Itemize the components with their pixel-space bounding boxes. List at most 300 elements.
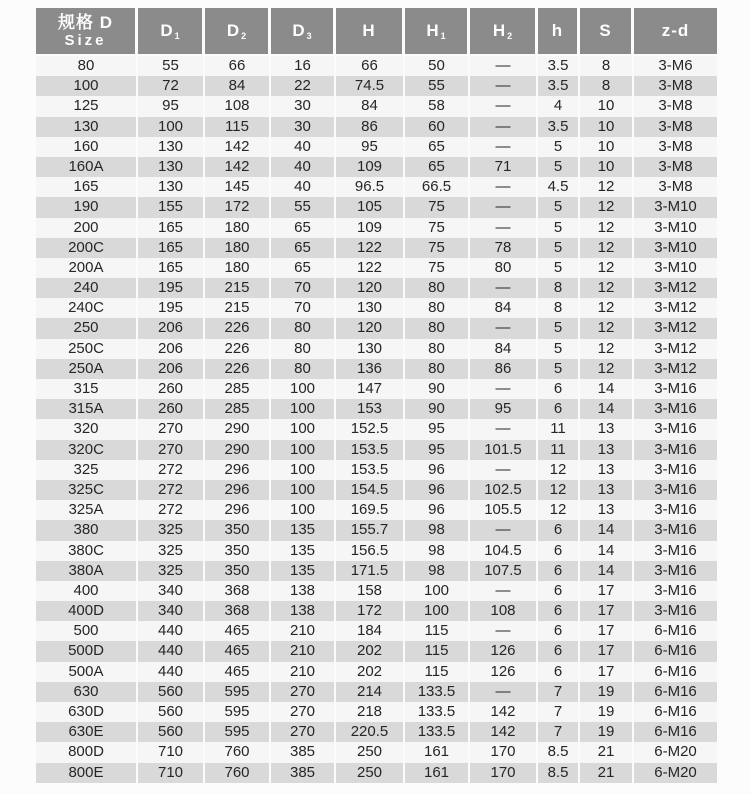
- table-cell: 40: [271, 157, 336, 177]
- table-cell: 172: [205, 197, 271, 217]
- table-cell: 710: [138, 763, 205, 783]
- table-cell: 220.5: [336, 722, 405, 742]
- row-size-cell: 190: [36, 197, 138, 217]
- table-cell: 270: [271, 722, 336, 742]
- table-row: [36, 440, 717, 460]
- table-cell: 100: [271, 440, 336, 460]
- table-row: [36, 541, 717, 561]
- table-row: [36, 460, 717, 480]
- table-cell: 3-M16: [634, 460, 717, 480]
- table-row: [36, 702, 717, 722]
- table-cell: 3-M16: [634, 541, 717, 561]
- table-cell: 130: [138, 177, 205, 197]
- row-size-cell: 630D: [36, 702, 138, 722]
- table-cell: 3-M16: [634, 379, 717, 399]
- table-cell: 142: [470, 722, 538, 742]
- table-cell: 385: [271, 763, 336, 783]
- table-cell: 350: [205, 520, 271, 540]
- table-cell: 260: [138, 379, 205, 399]
- table-cell: 13: [580, 419, 634, 439]
- table-cell: 440: [138, 621, 205, 641]
- table-cell: 180: [205, 258, 271, 278]
- table-cell: 98: [405, 541, 470, 561]
- table-cell: 760: [205, 742, 271, 762]
- table-cell: 11: [538, 440, 580, 460]
- table-cell: 109: [336, 218, 405, 238]
- table-cell: 368: [205, 601, 271, 621]
- table-cell: 226: [205, 359, 271, 379]
- table-cell: 84: [205, 76, 271, 96]
- table-cell: 12: [580, 359, 634, 379]
- table-row: [36, 359, 717, 379]
- table-cell: 74.5: [336, 76, 405, 96]
- table-cell: 105.5: [470, 500, 538, 520]
- row-size-cell: 80: [36, 56, 138, 76]
- table-row: [36, 379, 717, 399]
- table-cell: 12: [580, 339, 634, 359]
- row-size-cell: 315: [36, 379, 138, 399]
- table-row: [36, 581, 717, 601]
- table-cell: 30: [271, 96, 336, 116]
- table-cell: 17: [580, 601, 634, 621]
- table-cell: 8.5: [538, 763, 580, 783]
- row-size-cell: 800E: [36, 763, 138, 783]
- table-cell: 3.5: [538, 76, 580, 96]
- table-cell: 6: [538, 399, 580, 419]
- table-cell: 8: [538, 278, 580, 298]
- table-cell: 3-M16: [634, 419, 717, 439]
- row-size-cell: 630: [36, 682, 138, 702]
- table-cell: 12: [580, 218, 634, 238]
- table-row: [36, 117, 717, 137]
- table-cell: 3-M10: [634, 218, 717, 238]
- table-cell: 7: [538, 682, 580, 702]
- table-cell: 136: [336, 359, 405, 379]
- table-cell: 19: [580, 702, 634, 722]
- header-label: S: [599, 21, 612, 41]
- row-size-cell: 325A: [36, 500, 138, 520]
- table-cell: —: [470, 520, 538, 540]
- table-cell: 130: [336, 339, 405, 359]
- table-cell: 3-M8: [634, 117, 717, 137]
- row-size-cell: 250A: [36, 359, 138, 379]
- table-cell: 66: [336, 56, 405, 76]
- table-cell: 171.5: [336, 561, 405, 581]
- table-cell: 80: [405, 359, 470, 379]
- table-cell: 156.5: [336, 541, 405, 561]
- table-cell: 3-M6: [634, 56, 717, 76]
- table-cell: 465: [205, 641, 271, 661]
- table-cell: 184: [336, 621, 405, 641]
- row-size-cell: 800D: [36, 742, 138, 762]
- table-cell: 206: [138, 359, 205, 379]
- table-cell: 66.5: [405, 177, 470, 197]
- table-cell: 6: [538, 662, 580, 682]
- table-cell: 8: [538, 298, 580, 318]
- table-row: [36, 278, 717, 298]
- table-cell: 161: [405, 763, 470, 783]
- header-label: $D_1$: [160, 21, 181, 42]
- table-cell: 296: [205, 480, 271, 500]
- table-cell: 40: [271, 137, 336, 157]
- table-cell: 142: [205, 137, 271, 157]
- table-cell: 3.5: [538, 56, 580, 76]
- table-cell: 71: [470, 157, 538, 177]
- table-cell: 325: [138, 541, 205, 561]
- row-size-cell: 500: [36, 621, 138, 641]
- table-cell: 285: [205, 379, 271, 399]
- table-cell: 16: [271, 56, 336, 76]
- table-cell: 226: [205, 318, 271, 338]
- table-cell: 100: [271, 480, 336, 500]
- header-label: $D_2$: [226, 21, 248, 42]
- table-cell: 122: [336, 258, 405, 278]
- table-cell: 155: [138, 197, 205, 217]
- table-cell: 70: [271, 278, 336, 298]
- table-cell: —: [470, 460, 538, 480]
- table-cell: 272: [138, 500, 205, 520]
- table-cell: 95: [336, 137, 405, 157]
- table-row: [36, 258, 717, 278]
- row-size-cell: 320C: [36, 440, 138, 460]
- table-cell: 19: [580, 682, 634, 702]
- row-size-cell: 500D: [36, 641, 138, 661]
- table-cell: 58: [405, 96, 470, 116]
- table-cell: 12: [538, 460, 580, 480]
- table-cell: 84: [470, 298, 538, 318]
- table-cell: —: [470, 318, 538, 338]
- table-row: [36, 561, 717, 581]
- table-cell: 296: [205, 460, 271, 480]
- table-cell: 270: [138, 419, 205, 439]
- table-cell: 165: [138, 258, 205, 278]
- table-cell: 3-M8: [634, 96, 717, 116]
- table-body: [36, 56, 717, 783]
- table-cell: 12: [580, 177, 634, 197]
- table-cell: 3-M10: [634, 258, 717, 278]
- table-cell: 10: [580, 137, 634, 157]
- table-cell: 65: [271, 258, 336, 278]
- table-cell: 100: [271, 399, 336, 419]
- table-cell: 80: [470, 258, 538, 278]
- table-cell: 250: [336, 742, 405, 762]
- table-cell: 285: [205, 399, 271, 419]
- header-label: $H_1$: [426, 21, 447, 42]
- table-cell: 260: [138, 399, 205, 419]
- table-cell: 107.5: [470, 561, 538, 581]
- table-cell: —: [470, 581, 538, 601]
- row-size-cell: 380: [36, 520, 138, 540]
- table-cell: 108: [470, 601, 538, 621]
- table-cell: 3-M10: [634, 238, 717, 258]
- table-cell: 6: [538, 561, 580, 581]
- table-cell: 290: [205, 440, 271, 460]
- table-cell: 142: [470, 702, 538, 722]
- table-row: [36, 157, 717, 177]
- row-size-cell: 130: [36, 117, 138, 137]
- table-cell: 95: [138, 96, 205, 116]
- row-size-cell: 240: [36, 278, 138, 298]
- table-cell: 465: [205, 662, 271, 682]
- header-subscript: 3: [306, 31, 313, 42]
- row-size-cell: 380C: [36, 541, 138, 561]
- header-label: $D_3$: [292, 21, 313, 42]
- table-cell: 130: [138, 137, 205, 157]
- table-cell: 145: [205, 177, 271, 197]
- table-cell: 3-M8: [634, 137, 717, 157]
- table-cell: —: [470, 76, 538, 96]
- table-cell: 147: [336, 379, 405, 399]
- table-cell: 17: [580, 641, 634, 661]
- table-cell: 65: [271, 218, 336, 238]
- table-cell: 120: [336, 278, 405, 298]
- table-cell: 96: [405, 460, 470, 480]
- table-cell: 130: [138, 157, 205, 177]
- table-cell: 80: [271, 359, 336, 379]
- table-cell: 3-M16: [634, 581, 717, 601]
- row-size-cell: 630E: [36, 722, 138, 742]
- table-cell: 5: [538, 258, 580, 278]
- table-cell: 138: [271, 601, 336, 621]
- table-cell: 115: [405, 662, 470, 682]
- header-cell-d3: [271, 8, 336, 54]
- table-cell: 95: [405, 440, 470, 460]
- row-size-cell: 125: [36, 96, 138, 116]
- table-row: [36, 197, 717, 217]
- header-cell-size: [36, 8, 138, 54]
- table-cell: 21: [580, 763, 634, 783]
- table-cell: 350: [205, 561, 271, 581]
- table-cell: 153: [336, 399, 405, 419]
- table-cell: 14: [580, 520, 634, 540]
- table-row: [36, 480, 717, 500]
- table-cell: 22: [271, 76, 336, 96]
- table-cell: 12: [580, 197, 634, 217]
- table-row: [36, 601, 717, 621]
- table-cell: 340: [138, 601, 205, 621]
- table-cell: 210: [271, 621, 336, 641]
- row-size-cell: 250C: [36, 339, 138, 359]
- table-cell: 75: [405, 218, 470, 238]
- table-cell: 10: [580, 157, 634, 177]
- table-cell: —: [470, 218, 538, 238]
- table-cell: 5: [538, 339, 580, 359]
- table-cell: 3-M16: [634, 440, 717, 460]
- table-cell: 122: [336, 238, 405, 258]
- table-cell: 7: [538, 702, 580, 722]
- table-cell: 161: [405, 742, 470, 762]
- header-cell-d2: [205, 8, 271, 54]
- table-cell: 104.5: [470, 541, 538, 561]
- table-row: [36, 177, 717, 197]
- table-cell: 6: [538, 520, 580, 540]
- table-cell: 135: [271, 520, 336, 540]
- table-cell: 206: [138, 339, 205, 359]
- table-cell: —: [470, 197, 538, 217]
- header-cell-z-d: [634, 8, 717, 54]
- table-cell: 218: [336, 702, 405, 722]
- table-cell: 296: [205, 500, 271, 520]
- table-cell: 5: [538, 238, 580, 258]
- header-label: H: [362, 21, 376, 41]
- table-row: [36, 662, 717, 682]
- table-cell: —: [470, 96, 538, 116]
- table-cell: —: [470, 137, 538, 157]
- table-cell: 290: [205, 419, 271, 439]
- table-row: [36, 500, 717, 520]
- table-cell: 14: [580, 379, 634, 399]
- table-cell: 195: [138, 298, 205, 318]
- table-cell: 96: [405, 500, 470, 520]
- header-cell-d1: [138, 8, 205, 54]
- table-cell: 100: [271, 379, 336, 399]
- table-cell: 133.5: [405, 722, 470, 742]
- header-subscript: 2: [507, 31, 514, 42]
- row-size-cell: 315A: [36, 399, 138, 419]
- header-cell-h2: [470, 8, 538, 54]
- table-cell: 210: [271, 662, 336, 682]
- row-size-cell: 200: [36, 218, 138, 238]
- table-cell: 100: [405, 581, 470, 601]
- table-cell: 66: [205, 56, 271, 76]
- table-cell: 595: [205, 682, 271, 702]
- table-cell: 158: [336, 581, 405, 601]
- table-row: [36, 742, 717, 762]
- table-cell: 3-M8: [634, 157, 717, 177]
- table-cell: 3-M16: [634, 480, 717, 500]
- table-cell: 80: [271, 339, 336, 359]
- table-cell: 138: [271, 581, 336, 601]
- table-cell: 3-M12: [634, 318, 717, 338]
- table-cell: 80: [271, 318, 336, 338]
- table-cell: 210: [271, 641, 336, 661]
- table-row: [36, 56, 717, 76]
- table-cell: 595: [205, 702, 271, 722]
- table-cell: 12: [538, 500, 580, 520]
- table-cell: 14: [580, 399, 634, 419]
- table-cell: 154.5: [336, 480, 405, 500]
- table-cell: 385: [271, 742, 336, 762]
- table-header: [36, 8, 717, 54]
- table-cell: 3-M16: [634, 500, 717, 520]
- table-cell: 50: [405, 56, 470, 76]
- table-cell: 11: [538, 419, 580, 439]
- table-cell: —: [470, 278, 538, 298]
- table-row: [36, 520, 717, 540]
- table-row: [36, 763, 717, 783]
- table-cell: 4.5: [538, 177, 580, 197]
- table-cell: 5: [538, 318, 580, 338]
- table-cell: 3-M16: [634, 520, 717, 540]
- table-cell: 165: [138, 238, 205, 258]
- table-row: [36, 621, 717, 641]
- table-cell: 4: [538, 96, 580, 116]
- row-size-cell: 320: [36, 419, 138, 439]
- table-cell: 180: [205, 238, 271, 258]
- table-row: [36, 218, 717, 238]
- table-cell: 270: [271, 702, 336, 722]
- table-cell: 215: [205, 298, 271, 318]
- table-cell: 133.5: [405, 702, 470, 722]
- table-cell: 325: [138, 520, 205, 540]
- table-cell: 133.5: [405, 682, 470, 702]
- table-cell: 170: [470, 763, 538, 783]
- table-cell: 130: [336, 298, 405, 318]
- header-label: z-d: [661, 21, 690, 41]
- table-cell: 560: [138, 682, 205, 702]
- table-cell: 270: [271, 682, 336, 702]
- table-cell: 13: [580, 500, 634, 520]
- table-cell: 86: [336, 117, 405, 137]
- table-row: [36, 318, 717, 338]
- table-cell: 65: [405, 157, 470, 177]
- table-cell: 760: [205, 763, 271, 783]
- table-cell: 80: [405, 318, 470, 338]
- table-cell: 152.5: [336, 419, 405, 439]
- table-cell: 5: [538, 137, 580, 157]
- table-cell: 325: [138, 561, 205, 581]
- table-cell: —: [470, 56, 538, 76]
- table-cell: 226: [205, 339, 271, 359]
- table-cell: 86: [470, 359, 538, 379]
- table-cell: 17: [580, 621, 634, 641]
- table-cell: 350: [205, 541, 271, 561]
- table-cell: 70: [271, 298, 336, 318]
- table-cell: 3-M16: [634, 561, 717, 581]
- table-cell: 3-M16: [634, 601, 717, 621]
- table-cell: 170: [470, 742, 538, 762]
- table-cell: 6-M16: [634, 722, 717, 742]
- table-cell: —: [470, 117, 538, 137]
- table-cell: 465: [205, 621, 271, 641]
- table-cell: 440: [138, 662, 205, 682]
- table-cell: 153.5: [336, 460, 405, 480]
- header-label: h: [551, 21, 564, 41]
- row-size-cell: 500A: [36, 662, 138, 682]
- header-subscript: 1: [174, 31, 181, 42]
- table-cell: 80: [405, 278, 470, 298]
- table-cell: —: [470, 682, 538, 702]
- table-cell: 5: [538, 157, 580, 177]
- table-cell: 55: [405, 76, 470, 96]
- table-cell: 80: [405, 339, 470, 359]
- table-cell: 172: [336, 601, 405, 621]
- table-cell: 142: [205, 157, 271, 177]
- row-size-cell: 400D: [36, 601, 138, 621]
- table-cell: 13: [580, 440, 634, 460]
- table-row: [36, 96, 717, 116]
- table-cell: 95: [470, 399, 538, 419]
- table-cell: 270: [138, 440, 205, 460]
- table-row: [36, 238, 717, 258]
- table-cell: 80: [405, 298, 470, 318]
- table-cell: 13: [580, 460, 634, 480]
- table-cell: 126: [470, 641, 538, 661]
- table-cell: 180: [205, 218, 271, 238]
- table-cell: 6-M16: [634, 682, 717, 702]
- table-row: [36, 137, 717, 157]
- table-cell: 440: [138, 641, 205, 661]
- table-cell: 250: [336, 763, 405, 783]
- table-cell: 75: [405, 238, 470, 258]
- table-cell: 14: [580, 541, 634, 561]
- spec-table: [36, 8, 717, 783]
- table-cell: 206: [138, 318, 205, 338]
- table-cell: 78: [470, 238, 538, 258]
- table-cell: 368: [205, 581, 271, 601]
- table-row: [36, 76, 717, 96]
- table-cell: 60: [405, 117, 470, 137]
